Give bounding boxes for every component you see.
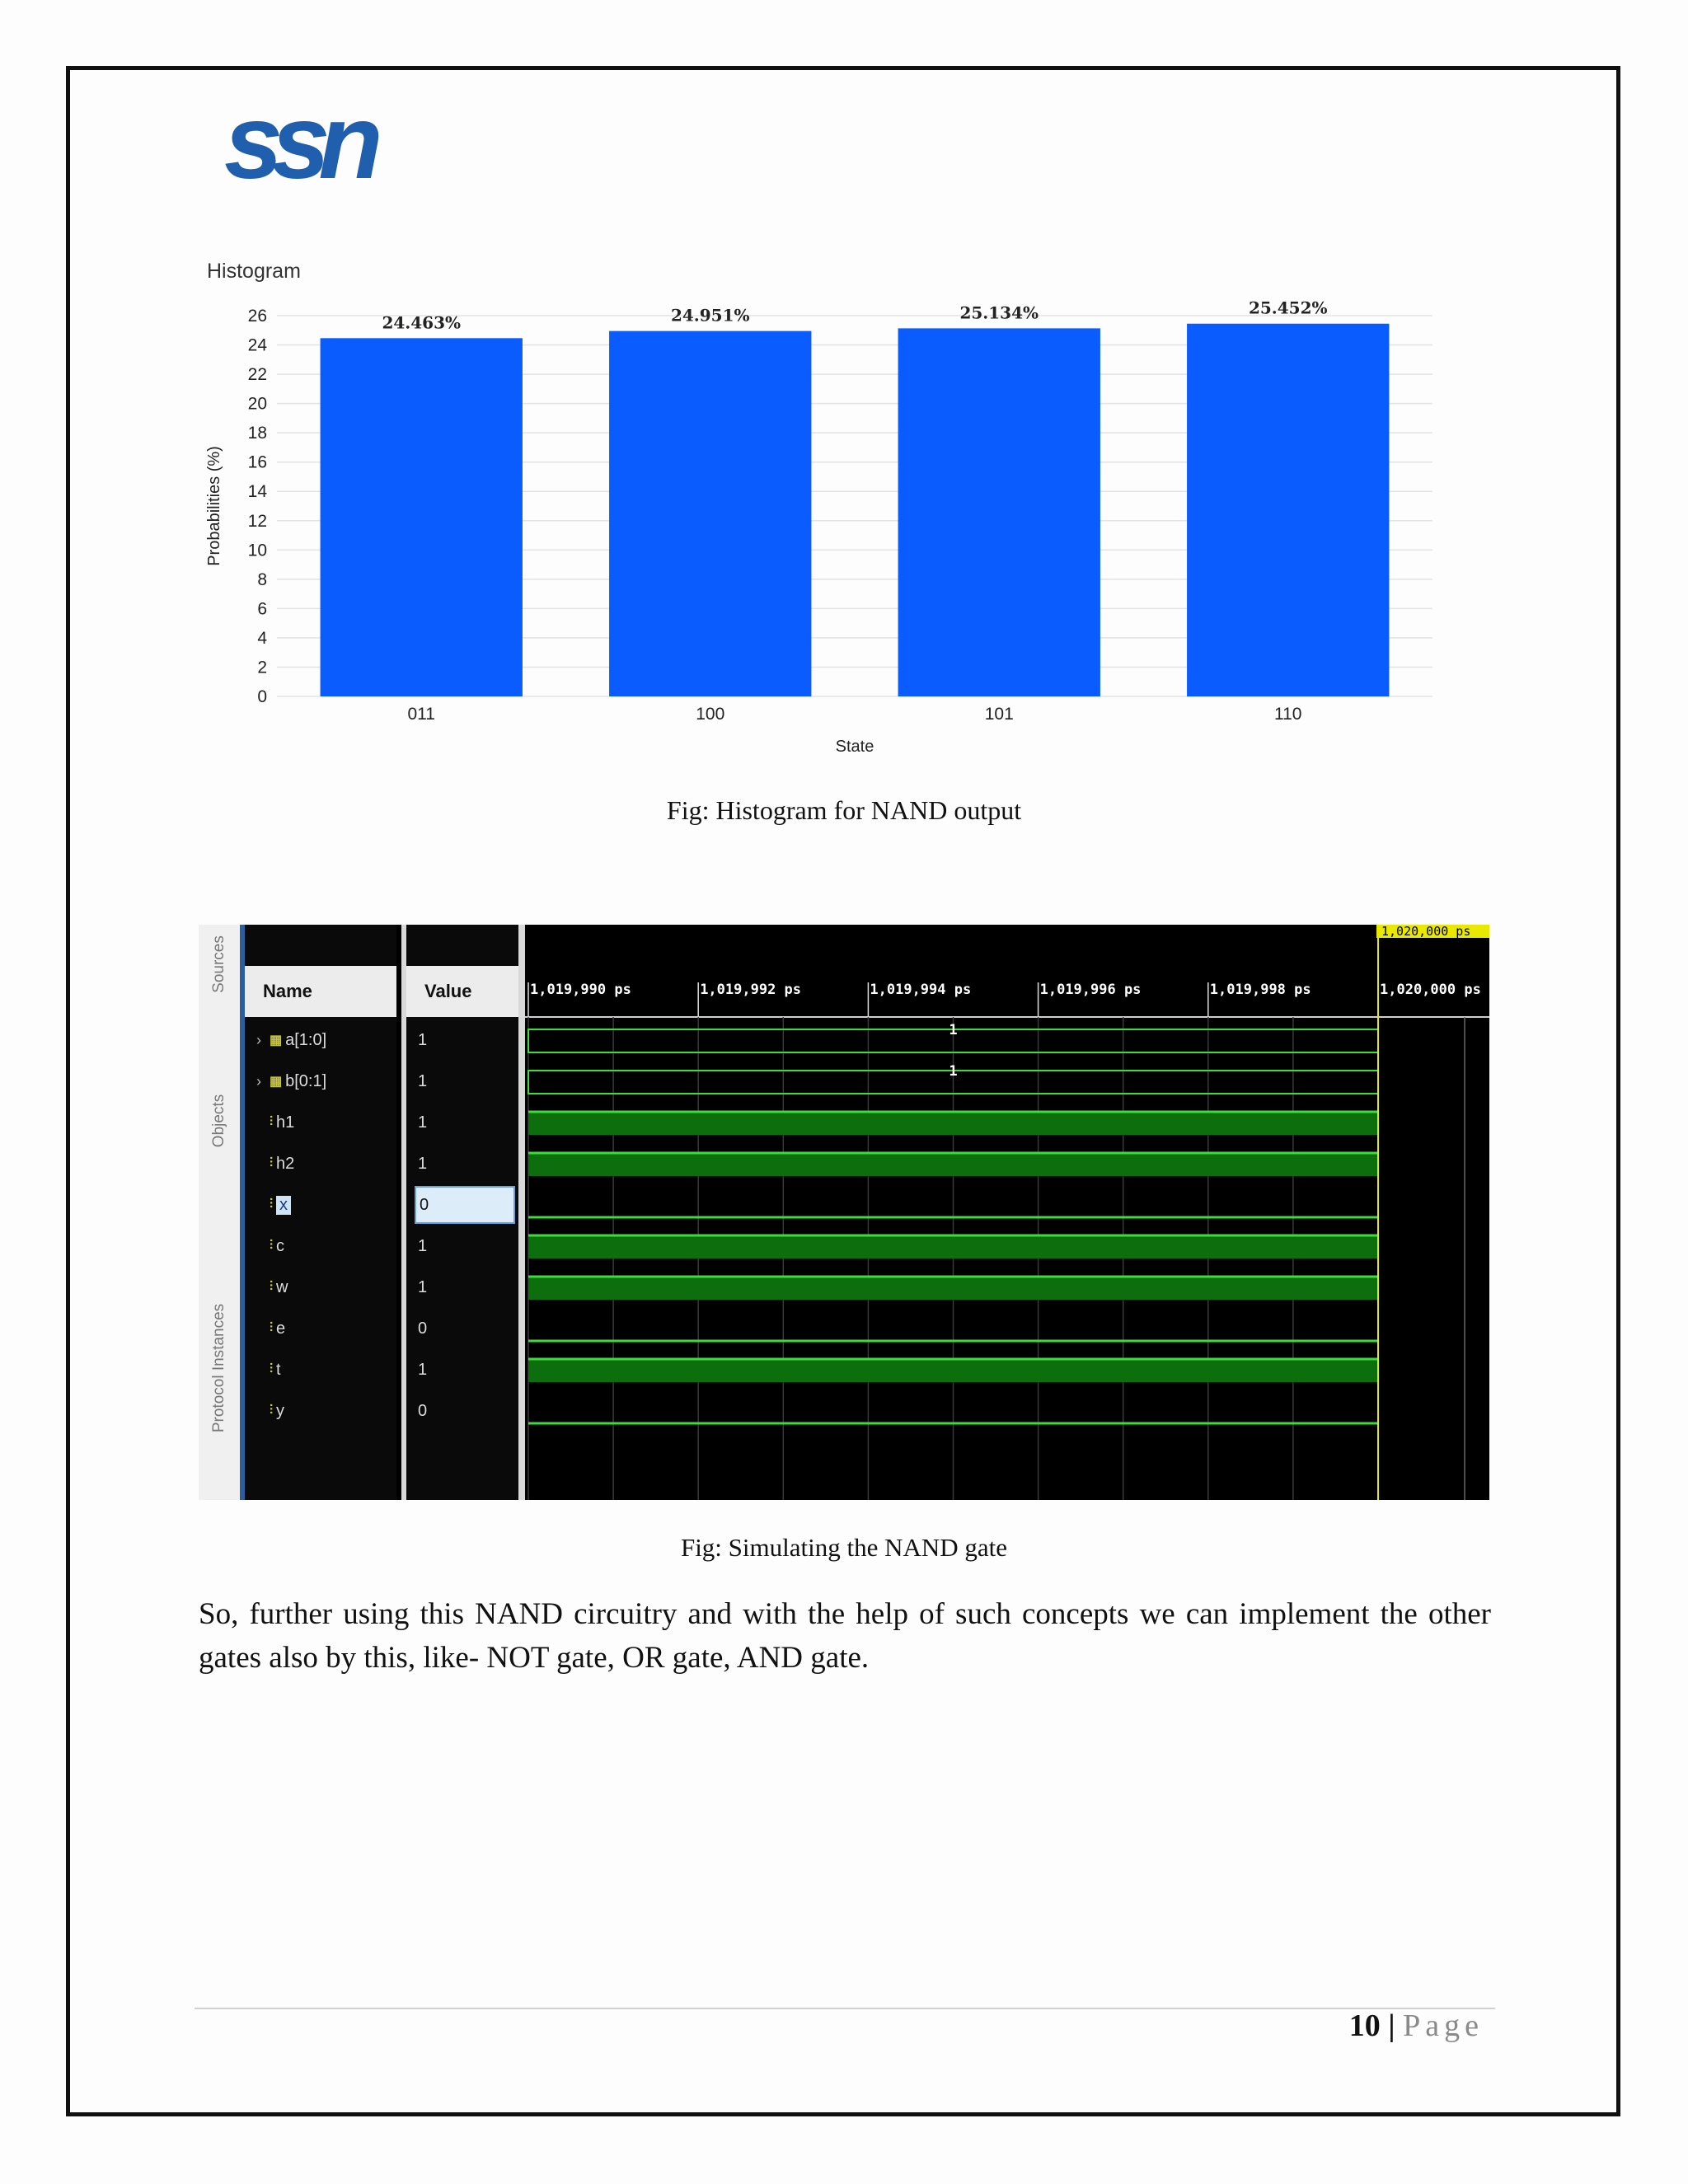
side-tab-objects[interactable] — [199, 1015, 240, 1226]
bus-signal-icon: ▦ — [270, 1075, 283, 1089]
y-tick-label: 6 — [257, 599, 267, 619]
signal-value[interactable]: 1 — [418, 1030, 428, 1049]
signal-row-h2[interactable] — [256, 1143, 294, 1184]
high-level-fill — [528, 1359, 1378, 1382]
waveform-svg — [525, 925, 1489, 1500]
signal-name: b[0:1] — [285, 1071, 327, 1090]
high-level-fill — [528, 1153, 1378, 1176]
time-ruler-label: 1,019,994 ps — [870, 982, 972, 998]
page-word: Page — [1403, 2008, 1484, 2043]
signal-row-h1[interactable] — [256, 1102, 294, 1143]
signal-value[interactable]: 1 — [418, 1360, 428, 1379]
signal-row-b01[interactable] — [256, 1061, 326, 1102]
expand-chevron-icon[interactable]: › — [256, 1031, 261, 1048]
signal-name: t — [276, 1360, 281, 1379]
x-tick-label: 110 — [1274, 705, 1302, 724]
x-tick-label: 101 — [984, 705, 1014, 724]
signal-name: x — [276, 1196, 291, 1215]
x-tick-label: 100 — [696, 705, 725, 724]
value-column-header[interactable]: Value — [406, 966, 518, 1017]
bar-data-label: 24.951% — [670, 305, 750, 326]
time-ruler-label: 1,020,000 ps — [1380, 982, 1481, 998]
bus-signal-icon: ▦ — [270, 1033, 283, 1047]
signal-value-column — [401, 925, 523, 1500]
signal-value[interactable]: 0 — [415, 1186, 515, 1224]
y-axis-label: Probabilities (%) — [205, 446, 223, 566]
bar-110 — [1187, 324, 1389, 696]
wire-signal-icon: ⫶ — [270, 1404, 274, 1418]
signal-name: h2 — [276, 1154, 295, 1173]
expand-chevron-icon[interactable]: › — [256, 1072, 261, 1090]
signal-row-w[interactable] — [256, 1267, 288, 1308]
side-tab-label: Protocol Instances — [210, 1303, 227, 1433]
high-level-fill — [528, 1112, 1378, 1135]
signal-value[interactable]: 1 — [418, 1113, 428, 1132]
y-tick-label: 14 — [247, 482, 267, 502]
wire-signal-icon: ⫶ — [270, 1156, 274, 1170]
wire-signal-icon: ⫶ — [270, 1239, 274, 1253]
logo-lettering: ssn — [224, 97, 372, 192]
y-tick-label: 12 — [247, 511, 267, 531]
y-tick-label: 0 — [257, 687, 267, 706]
bus-value-label: 1 — [949, 1063, 958, 1080]
y-tick-label: 20 — [247, 394, 267, 414]
y-tick-label: 4 — [257, 628, 267, 648]
page-footer — [1349, 2008, 1484, 2044]
chart-title: Histogram — [207, 260, 301, 283]
signal-value[interactable]: 1 — [418, 1154, 428, 1173]
side-tab-label: Sources — [210, 935, 228, 993]
signal-name: e — [276, 1319, 286, 1338]
signal-row-e[interactable] — [256, 1308, 285, 1349]
signal-value[interactable]: 1 — [418, 1236, 428, 1255]
bus-value-label: 1 — [949, 1022, 958, 1038]
y-tick-label: 8 — [257, 569, 267, 589]
side-tab-protocol-instances[interactable] — [199, 1236, 240, 1500]
wire-signal-icon: ⫶ — [270, 1197, 274, 1212]
signal-row-y[interactable] — [256, 1390, 284, 1432]
time-ruler-label: 1,019,996 ps — [1039, 982, 1142, 998]
bar-101 — [898, 328, 1100, 696]
waveform-area[interactable] — [518, 925, 1489, 1500]
name-column-header[interactable]: Name — [245, 966, 396, 1017]
footer-separator: | — [1388, 2008, 1395, 2043]
y-tick-label: 26 — [247, 307, 267, 326]
y-tick-label: 2 — [257, 658, 267, 677]
y-tick-label: 16 — [247, 452, 267, 472]
bar-data-label: 24.463% — [382, 312, 462, 333]
signal-value[interactable]: 0 — [418, 1319, 428, 1338]
signal-name: y — [276, 1401, 285, 1420]
ssn-logo — [224, 97, 389, 192]
signal-name: a[1:0] — [285, 1030, 327, 1049]
high-level-fill — [528, 1235, 1378, 1258]
cursor-time-label: 1,020,000 ps — [1381, 925, 1471, 939]
bar-011 — [321, 338, 523, 696]
page-number: 10 — [1348, 2008, 1381, 2043]
y-tick-label: 24 — [247, 335, 267, 355]
signal-row-x[interactable] — [256, 1184, 291, 1226]
x-axis-label: State — [835, 738, 874, 756]
signal-value[interactable]: 1 — [418, 1277, 428, 1296]
side-tab-sources[interactable] — [199, 925, 240, 1003]
bar-data-label: 25.134% — [959, 302, 1039, 323]
simulation-waveform-panel — [199, 925, 1489, 1500]
signal-row-t[interactable] — [256, 1349, 281, 1390]
signal-name: c — [276, 1236, 285, 1255]
wire-signal-icon: ⫶ — [270, 1115, 274, 1129]
signal-value[interactable]: 1 — [418, 1071, 428, 1090]
time-ruler-label: 1,019,990 ps — [530, 982, 631, 998]
high-level-fill — [528, 1277, 1378, 1300]
wire-signal-icon: ⫶ — [270, 1280, 274, 1294]
bar-data-label: 25.452% — [1248, 298, 1328, 318]
signal-name: h1 — [276, 1113, 295, 1132]
simulation-caption: Fig: Simulating the NAND gate — [680, 1533, 1008, 1562]
y-tick-label: 22 — [247, 365, 267, 385]
side-tab-label: Objects — [210, 1094, 228, 1147]
body-paragraph: So, further using this NAND circuitry and with the help of such concepts we can implement the other gates also by this, like- NOT gate, OR gate, AND gate. — [199, 1597, 1491, 1675]
signal-name-column — [245, 925, 396, 1500]
wire-signal-icon: ⫶ — [270, 1362, 274, 1376]
time-ruler-label: 1,019,992 ps — [700, 982, 802, 998]
histogram-caption: Fig: Histogram for NAND output — [666, 795, 1022, 825]
time-ruler-label: 1,019,998 ps — [1209, 982, 1311, 998]
side-tab-strip — [199, 925, 245, 1500]
y-tick-label: 18 — [247, 424, 267, 443]
signal-value[interactable]: 0 — [418, 1401, 428, 1420]
histogram-chart — [195, 251, 1447, 779]
signal-row-c[interactable] — [256, 1226, 284, 1267]
footer-rule — [195, 2008, 1495, 2009]
logo-mark — [224, 97, 389, 192]
bar-100 — [609, 331, 811, 696]
signal-name: w — [276, 1277, 288, 1296]
x-tick-label: 011 — [407, 705, 435, 724]
histogram-svg — [195, 251, 1447, 779]
y-tick-label: 10 — [247, 541, 267, 560]
signal-row-a10[interactable] — [256, 1019, 326, 1061]
wire-signal-icon: ⫶ — [270, 1321, 274, 1335]
